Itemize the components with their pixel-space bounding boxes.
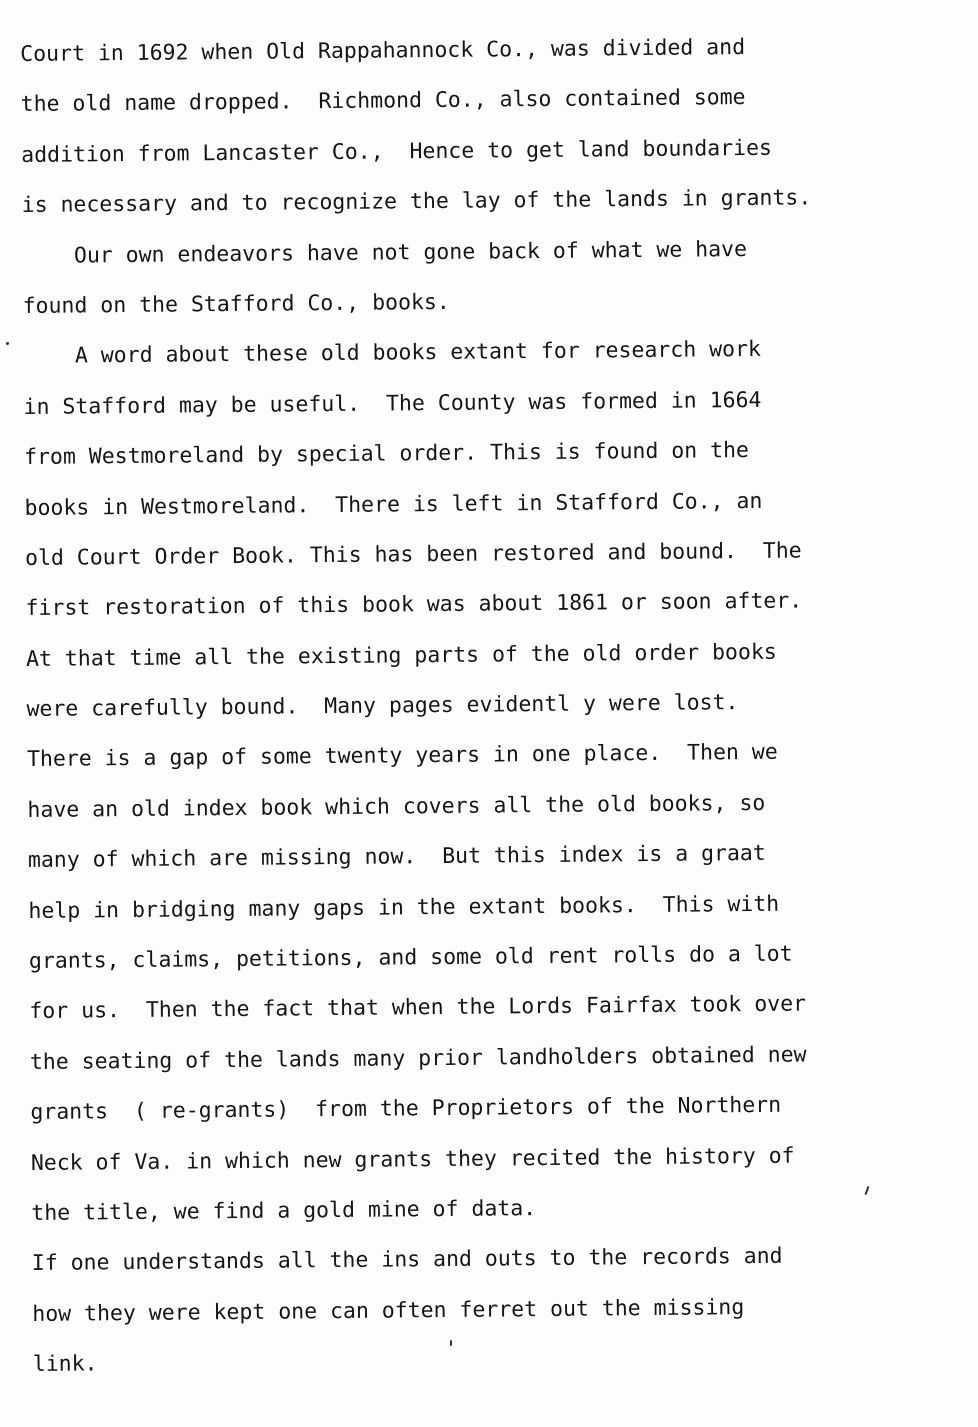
text-line-25: If one understands all the ins and outs to the records and <box>31 1244 783 1277</box>
text-line-9: from Westmoreland by special order. This is found on the <box>23 438 750 471</box>
text-line-15: There is a gap of some twenty years in one place. Then we <box>26 740 778 773</box>
text-line-27: link. <box>32 1351 98 1378</box>
text-line-13: At that time all the existing parts of the old order books <box>25 639 777 672</box>
text-line-24: the title, we find a gold mine of data. <box>31 1196 537 1226</box>
text-line-19: grants, claims, petitions, and some old rent rolls do a lot <box>28 941 793 974</box>
text-line-17: many of which are missing now. But this index is a graat <box>27 841 766 874</box>
text-line-20: for us. Then the fact that when the Lords Fairfax took over <box>29 991 807 1025</box>
paper-speck <box>6 342 9 345</box>
text-line-16: have an old index book which covers all the old books, so <box>27 790 766 823</box>
text-line-11: old Court Order Book. This has been restored and bound. The <box>24 538 802 571</box>
text-line-6: found on the Stafford Co., books. <box>22 289 450 319</box>
text-line-18: help in bridging many gaps in the extant books. This with <box>28 891 780 924</box>
text-line-10: books in Westmoreland. There is left in Stafford Co., an <box>24 488 763 521</box>
text-line-2: the old name dropped. Richmond Co., also contained some <box>20 85 746 118</box>
typewritten-body <box>20 21 963 1390</box>
text-line-12: first restoration of this book was about 1861 or soon after. <box>25 588 803 622</box>
paper-speck <box>450 1340 452 1346</box>
text-line-14: were carefully bound. Many pages evidentl y were lost. <box>26 690 739 723</box>
text-line-5: Our own endeavors have not gone back of what we have <box>22 236 748 269</box>
text-line-4: is necessary and to recognize the lay of the lands in grants. <box>21 185 812 219</box>
text-line-21: the seating of the lands many prior landholders obtained new <box>29 1042 807 1075</box>
text-line-3: addition from Lancaster Co., Hence to get land boundaries <box>21 135 773 168</box>
text-line-1: Court in 1692 when Old Rappahannock Co., was divided and <box>20 35 746 67</box>
text-line-26: how they were kept one can often ferret out the missing <box>32 1294 745 1327</box>
text-line-23: Neck of Va. in which new grants they recited the history of <box>30 1143 795 1176</box>
text-line-8: in Stafford may be useful. The County was formed in 1664 <box>23 387 762 420</box>
text-line-7: A word about these old books extant for research work <box>23 337 762 370</box>
text-line-22: grants ( re-grants) from the Proprietors of the Northern <box>30 1092 782 1126</box>
